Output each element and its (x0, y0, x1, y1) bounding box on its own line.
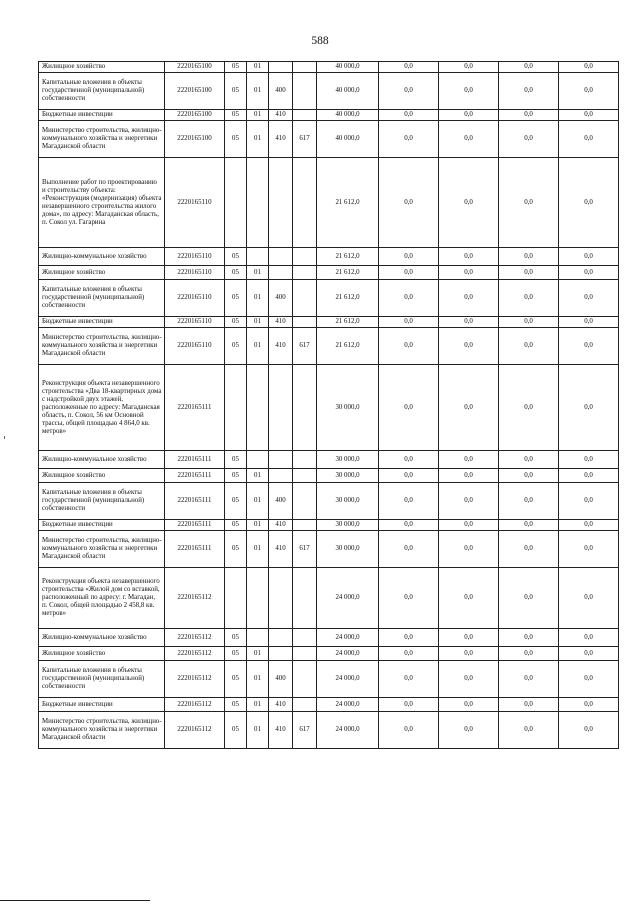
cell-col4: 0,0 (559, 629, 619, 647)
cell-section: 05 (225, 248, 247, 266)
cell-code: 2220165112 (165, 712, 225, 749)
cell-code: 2220165110 (165, 280, 225, 317)
cell-section: 05 (225, 110, 247, 121)
cell-col3: 0,0 (499, 328, 559, 365)
cell-col2: 0,0 (439, 121, 499, 158)
cell-col2: 0,0 (439, 661, 499, 698)
budget-table (38, 61, 619, 749)
cell-col1: 0,0 (379, 712, 439, 749)
cell-sum: 30 000,0 (317, 469, 379, 483)
cell-subsection: 01 (247, 266, 269, 280)
cell-col4: 0,0 (559, 451, 619, 469)
cell-col2: 0,0 (439, 483, 499, 520)
cell-code: 2220165111 (165, 469, 225, 483)
cell-expense-type (269, 365, 293, 451)
cell-section (225, 365, 247, 451)
cell-sum: 30 000,0 (317, 451, 379, 469)
cell-section: 05 (225, 328, 247, 365)
cell-sum: 24 000,0 (317, 647, 379, 661)
cell-col1: 0,0 (379, 266, 439, 280)
cell-subsection (247, 365, 269, 451)
cell-col3: 0,0 (499, 451, 559, 469)
cell-grbs (293, 248, 317, 266)
cell-grbs (293, 469, 317, 483)
cell-subsection (247, 158, 269, 248)
cell-col2: 0,0 (439, 280, 499, 317)
cell-code: 2220165100 (165, 110, 225, 121)
cell-col1: 0,0 (379, 62, 439, 73)
cell-code: 2220165112 (165, 698, 225, 712)
table-row (39, 121, 619, 158)
cell-sum: 40 000,0 (317, 110, 379, 121)
cell-col3: 0,0 (499, 698, 559, 712)
table-row (39, 568, 619, 629)
cell-col2: 0,0 (439, 568, 499, 629)
table-row (39, 629, 619, 647)
table-body (39, 62, 619, 749)
table-row (39, 280, 619, 317)
cell-name: Капитальные вложения в объекты государственной (муниципальной) собственности (39, 661, 165, 698)
cell-grbs (293, 647, 317, 661)
cell-col4: 0,0 (559, 647, 619, 661)
cell-col4: 0,0 (559, 158, 619, 248)
cell-expense-type: 410 (269, 121, 293, 158)
cell-section: 05 (225, 451, 247, 469)
cell-col2: 0,0 (439, 328, 499, 365)
cell-section: 05 (225, 520, 247, 531)
cell-col4: 0,0 (559, 248, 619, 266)
cell-sum: 21 612,0 (317, 248, 379, 266)
cell-code: 2220165111 (165, 483, 225, 520)
cell-col3: 0,0 (499, 248, 559, 266)
cell-col3: 0,0 (499, 317, 559, 328)
cell-col4: 0,0 (559, 62, 619, 73)
table-row (39, 328, 619, 365)
cell-col3: 0,0 (499, 647, 559, 661)
cell-section: 05 (225, 483, 247, 520)
cell-col4: 0,0 (559, 121, 619, 158)
cell-expense-type: 400 (269, 483, 293, 520)
cell-col1: 0,0 (379, 568, 439, 629)
cell-subsection: 01 (247, 62, 269, 73)
cell-sum: 24 000,0 (317, 698, 379, 712)
cell-expense-type (269, 647, 293, 661)
cell-col1: 0,0 (379, 248, 439, 266)
cell-grbs (293, 110, 317, 121)
cell-col1: 0,0 (379, 647, 439, 661)
cell-col2: 0,0 (439, 647, 499, 661)
cell-name: Реконструкция объекта незавершенного строительства «Два 18-квартирных дома с надстройкой двух этажей, расположенные по адресу: Магаданская область, п. Сокол, 56 км Основной трассы, общей площадью 4 864,0 кв. метров» (39, 365, 165, 451)
cell-col1: 0,0 (379, 110, 439, 121)
cell-grbs: 617 (293, 121, 317, 158)
cell-name: Жилищное хозяйство (39, 647, 165, 661)
cell-name: Министерство строительства, жилищно-коммунального хозяйства и энергетики Магаданской области (39, 531, 165, 568)
cell-code: 2220165110 (165, 158, 225, 248)
cell-name: Министерство строительства, жилищно-коммунального хозяйства и энергетики Магаданской области (39, 712, 165, 749)
cell-grbs (293, 629, 317, 647)
scan-mark (4, 436, 5, 439)
cell-col2: 0,0 (439, 110, 499, 121)
cell-sum: 30 000,0 (317, 531, 379, 568)
cell-subsection: 01 (247, 317, 269, 328)
cell-col4: 0,0 (559, 365, 619, 451)
cell-col2: 0,0 (439, 451, 499, 469)
cell-col4: 0,0 (559, 469, 619, 483)
cell-col1: 0,0 (379, 469, 439, 483)
cell-col3: 0,0 (499, 661, 559, 698)
cell-expense-type: 410 (269, 520, 293, 531)
cell-name: Капитальные вложения в объекты государственной (муниципальной) собственности (39, 73, 165, 110)
cell-name: Бюджетные инвестиции (39, 698, 165, 712)
cell-col2: 0,0 (439, 698, 499, 712)
cell-name: Министерство строительства, жилищно-коммунального хозяйства и энергетики Магаданской области (39, 328, 165, 365)
cell-sum: 40 000,0 (317, 73, 379, 110)
cell-section: 05 (225, 317, 247, 328)
cell-subsection (247, 629, 269, 647)
cell-code: 2220165112 (165, 568, 225, 629)
footer-rule (0, 900, 150, 901)
cell-code: 2220165111 (165, 531, 225, 568)
cell-grbs: 617 (293, 531, 317, 568)
cell-col4: 0,0 (559, 698, 619, 712)
cell-name: Жилищно-коммунальное хозяйство (39, 629, 165, 647)
cell-col3: 0,0 (499, 280, 559, 317)
table-row (39, 73, 619, 110)
cell-subsection: 01 (247, 520, 269, 531)
cell-grbs (293, 568, 317, 629)
cell-section: 05 (225, 73, 247, 110)
cell-name: Бюджетные инвестиции (39, 520, 165, 531)
cell-section: 05 (225, 62, 247, 73)
cell-col1: 0,0 (379, 698, 439, 712)
cell-name: Бюджетные инвестиции (39, 110, 165, 121)
cell-col3: 0,0 (499, 365, 559, 451)
cell-sum: 21 612,0 (317, 328, 379, 365)
cell-grbs (293, 520, 317, 531)
cell-col1: 0,0 (379, 328, 439, 365)
cell-expense-type (269, 568, 293, 629)
cell-sum: 40 000,0 (317, 62, 379, 73)
cell-name: Бюджетные инвестиции (39, 317, 165, 328)
cell-col1: 0,0 (379, 520, 439, 531)
cell-section: 05 (225, 121, 247, 158)
cell-subsection: 01 (247, 328, 269, 365)
cell-col4: 0,0 (559, 483, 619, 520)
table-row (39, 469, 619, 483)
cell-code: 2220165111 (165, 520, 225, 531)
cell-expense-type (269, 451, 293, 469)
cell-section: 05 (225, 469, 247, 483)
cell-col3: 0,0 (499, 121, 559, 158)
cell-col2: 0,0 (439, 73, 499, 110)
cell-subsection: 01 (247, 531, 269, 568)
cell-code: 2220165112 (165, 661, 225, 698)
cell-col3: 0,0 (499, 469, 559, 483)
cell-sum: 30 000,0 (317, 365, 379, 451)
cell-col3: 0,0 (499, 266, 559, 280)
cell-expense-type: 400 (269, 280, 293, 317)
cell-name: Жилищное хозяйство (39, 62, 165, 73)
cell-col1: 0,0 (379, 451, 439, 469)
cell-col1: 0,0 (379, 280, 439, 317)
table-row (39, 62, 619, 73)
cell-col1: 0,0 (379, 661, 439, 698)
cell-subsection: 01 (247, 647, 269, 661)
table-row (39, 451, 619, 469)
cell-col2: 0,0 (439, 531, 499, 568)
table-row (39, 365, 619, 451)
cell-col4: 0,0 (559, 73, 619, 110)
table-row (39, 483, 619, 520)
cell-grbs (293, 158, 317, 248)
cell-col3: 0,0 (499, 110, 559, 121)
cell-col2: 0,0 (439, 629, 499, 647)
cell-col2: 0,0 (439, 158, 499, 248)
table-row (39, 317, 619, 328)
cell-expense-type: 410 (269, 531, 293, 568)
cell-col3: 0,0 (499, 629, 559, 647)
cell-sum: 40 000,0 (317, 121, 379, 158)
cell-expense-type (269, 469, 293, 483)
cell-code: 2220165111 (165, 451, 225, 469)
cell-section (225, 568, 247, 629)
cell-col4: 0,0 (559, 568, 619, 629)
cell-sum: 21 612,0 (317, 158, 379, 248)
cell-col2: 0,0 (439, 712, 499, 749)
table-row (39, 158, 619, 248)
cell-sum: 24 000,0 (317, 568, 379, 629)
cell-col4: 0,0 (559, 110, 619, 121)
cell-grbs: 617 (293, 712, 317, 749)
cell-name: Жилищное хозяйство (39, 266, 165, 280)
cell-section: 05 (225, 629, 247, 647)
table-row (39, 647, 619, 661)
cell-col2: 0,0 (439, 469, 499, 483)
cell-section: 05 (225, 712, 247, 749)
cell-section: 05 (225, 647, 247, 661)
cell-expense-type: 410 (269, 698, 293, 712)
cell-grbs (293, 280, 317, 317)
cell-sum: 24 000,0 (317, 629, 379, 647)
cell-sum: 21 612,0 (317, 317, 379, 328)
cell-sum: 21 612,0 (317, 266, 379, 280)
cell-expense-type (269, 62, 293, 73)
cell-col3: 0,0 (499, 73, 559, 110)
cell-col3: 0,0 (499, 568, 559, 629)
cell-name: Капитальные вложения в объекты государственной (муниципальной) собственности (39, 483, 165, 520)
cell-subsection (247, 248, 269, 266)
cell-section: 05 (225, 280, 247, 317)
cell-col4: 0,0 (559, 317, 619, 328)
cell-col4: 0,0 (559, 266, 619, 280)
cell-grbs (293, 451, 317, 469)
cell-col3: 0,0 (499, 531, 559, 568)
cell-col2: 0,0 (439, 266, 499, 280)
cell-code: 2220165112 (165, 629, 225, 647)
cell-col1: 0,0 (379, 158, 439, 248)
cell-grbs (293, 698, 317, 712)
cell-code: 2220165110 (165, 317, 225, 328)
cell-col1: 0,0 (379, 531, 439, 568)
cell-name: Выполнение работ по проектированию и строительству объекта: «Реконструкция (модернизация) объекта незавершенного строительства жилого дома», по адресу: Магаданская область, п. Сокол ул. Гагарина (39, 158, 165, 248)
cell-subsection: 01 (247, 469, 269, 483)
cell-col1: 0,0 (379, 629, 439, 647)
cell-sum: 24 000,0 (317, 712, 379, 749)
table-row (39, 531, 619, 568)
cell-col1: 0,0 (379, 365, 439, 451)
cell-section: 05 (225, 266, 247, 280)
cell-col1: 0,0 (379, 483, 439, 520)
cell-sum: 21 612,0 (317, 280, 379, 317)
cell-col3: 0,0 (499, 520, 559, 531)
cell-sum: 30 000,0 (317, 520, 379, 531)
cell-col4: 0,0 (559, 280, 619, 317)
cell-code: 2220165110 (165, 248, 225, 266)
cell-expense-type: 400 (269, 73, 293, 110)
cell-col3: 0,0 (499, 158, 559, 248)
cell-col4: 0,0 (559, 328, 619, 365)
cell-grbs (293, 661, 317, 698)
cell-subsection: 01 (247, 712, 269, 749)
cell-section: 05 (225, 531, 247, 568)
table-row (39, 661, 619, 698)
cell-col4: 0,0 (559, 531, 619, 568)
cell-code: 2220165100 (165, 73, 225, 110)
cell-grbs (293, 266, 317, 280)
cell-col4: 0,0 (559, 520, 619, 531)
cell-code: 2220165110 (165, 266, 225, 280)
cell-grbs (293, 62, 317, 73)
table-row (39, 520, 619, 531)
cell-grbs (293, 483, 317, 520)
cell-subsection: 01 (247, 121, 269, 158)
table-row (39, 712, 619, 749)
cell-name: Жилищно-коммунальное хозяйство (39, 248, 165, 266)
cell-col1: 0,0 (379, 73, 439, 110)
cell-code: 2220165112 (165, 647, 225, 661)
cell-expense-type: 400 (269, 661, 293, 698)
cell-name: Жилищно-коммунальное хозяйство (39, 451, 165, 469)
cell-expense-type: 410 (269, 712, 293, 749)
cell-section: 05 (225, 698, 247, 712)
cell-subsection (247, 568, 269, 629)
cell-code: 2220165100 (165, 121, 225, 158)
cell-section: 05 (225, 661, 247, 698)
cell-subsection: 01 (247, 73, 269, 110)
cell-code: 2220165111 (165, 365, 225, 451)
cell-sum: 30 000,0 (317, 483, 379, 520)
cell-section (225, 158, 247, 248)
cell-subsection: 01 (247, 280, 269, 317)
cell-expense-type: 410 (269, 317, 293, 328)
cell-col1: 0,0 (379, 121, 439, 158)
cell-col4: 0,0 (559, 712, 619, 749)
cell-subsection: 01 (247, 698, 269, 712)
cell-expense-type: 410 (269, 328, 293, 365)
table-row (39, 266, 619, 280)
cell-col3: 0,0 (499, 483, 559, 520)
cell-name: Министерство строительства, жилищно-коммунального хозяйства и энергетики Магаданской области (39, 121, 165, 158)
cell-grbs (293, 73, 317, 110)
cell-col3: 0,0 (499, 712, 559, 749)
cell-expense-type (269, 266, 293, 280)
cell-col3: 0,0 (499, 62, 559, 73)
cell-col4: 0,0 (559, 661, 619, 698)
cell-name: Жилищное хозяйство (39, 469, 165, 483)
cell-expense-type: 410 (269, 110, 293, 121)
cell-expense-type (269, 158, 293, 248)
cell-code: 2220165100 (165, 62, 225, 73)
cell-subsection: 01 (247, 661, 269, 698)
cell-grbs (293, 317, 317, 328)
cell-subsection: 01 (247, 483, 269, 520)
cell-col2: 0,0 (439, 248, 499, 266)
cell-sum: 24 000,0 (317, 661, 379, 698)
cell-grbs: 617 (293, 328, 317, 365)
cell-col2: 0,0 (439, 365, 499, 451)
cell-code: 2220165110 (165, 328, 225, 365)
cell-expense-type (269, 248, 293, 266)
page-number: 588 (311, 35, 329, 47)
cell-grbs (293, 365, 317, 451)
table-row (39, 248, 619, 266)
cell-col2: 0,0 (439, 520, 499, 531)
cell-subsection: 01 (247, 110, 269, 121)
cell-expense-type (269, 629, 293, 647)
table-row (39, 110, 619, 121)
cell-subsection (247, 451, 269, 469)
cell-name: Капитальные вложения в объекты государственной (муниципальной) собственности (39, 280, 165, 317)
cell-col2: 0,0 (439, 317, 499, 328)
cell-col2: 0,0 (439, 62, 499, 73)
cell-col1: 0,0 (379, 317, 439, 328)
table-row (39, 698, 619, 712)
cell-name: Реконструкция объекта незавершенного строительства «Жилой дом со вставкой, расположенный по адресу: г. Магадан, п. Сокол, общей площадью 2 458,8 кв. метров» (39, 568, 165, 629)
